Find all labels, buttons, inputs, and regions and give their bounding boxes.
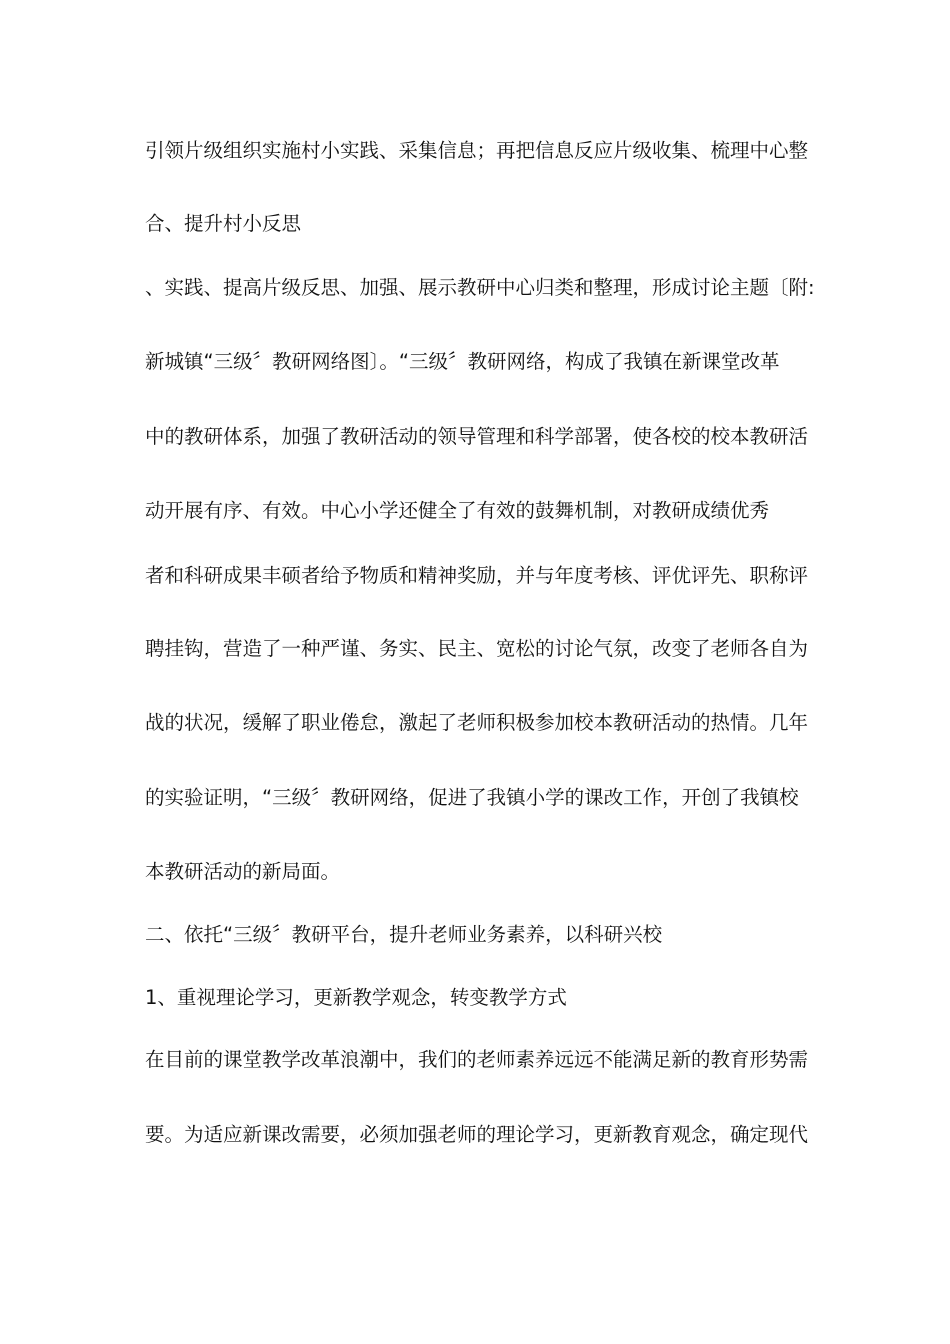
text-line: 战的状况，缓解了职业倦怠，激起了老师积极参加校本教研活动的热情。几年	[145, 711, 809, 734]
text-line: 引领片级组织实施村小实践、采集信息；再把信息反应片级收集、梳理中心整	[145, 139, 809, 162]
text-line: 新城镇“三级〞教研网络图〕。“三级〞教研网络，构成了我镇在新课堂改革	[145, 350, 780, 373]
text-line: 动开展有序、有效。中心小学还健全了有效的鼓舞机制，对教研成绩优秀	[145, 499, 770, 522]
text-line: 聘挂钩，营造了一种严谨、务实、民主、宽松的讨论气氛，改变了老师各自为	[145, 637, 809, 660]
text-line: 要。为适应新课改需要，必须加强老师的理论学习，更新教育观念，确定现代	[145, 1123, 809, 1146]
subsection-heading: 1、重视理论学习，更新教学观念，转变教学方式	[145, 986, 567, 1009]
text-line: 合、提升村小反思	[145, 212, 302, 235]
text-line: 、实践、提高片级反思、加强、展示教研中心归类和整理，形成讨论主题〔附:	[145, 276, 815, 299]
text-line: 本教研活动的新局面。	[145, 860, 341, 883]
section-heading: 二、依托“三级〞教研平台，提升老师业务素养，以科研兴校	[145, 923, 663, 946]
text-line: 中的教研体系，加强了教研活动的领导管理和科学部署，使各校的校本教研活	[145, 425, 809, 448]
text-line: 的实验证明，“三级〞教研网络，促进了我镇小学的课改工作，开创了我镇校	[145, 786, 799, 809]
text-line: 在目前的课堂教学改革浪潮中，我们的老师素养远远不能满足新的教育形势需	[145, 1048, 809, 1071]
text-line: 者和科研成果丰硕者给予物质和精神奖励，并与年度考核、评优评先、职称评	[145, 564, 809, 587]
